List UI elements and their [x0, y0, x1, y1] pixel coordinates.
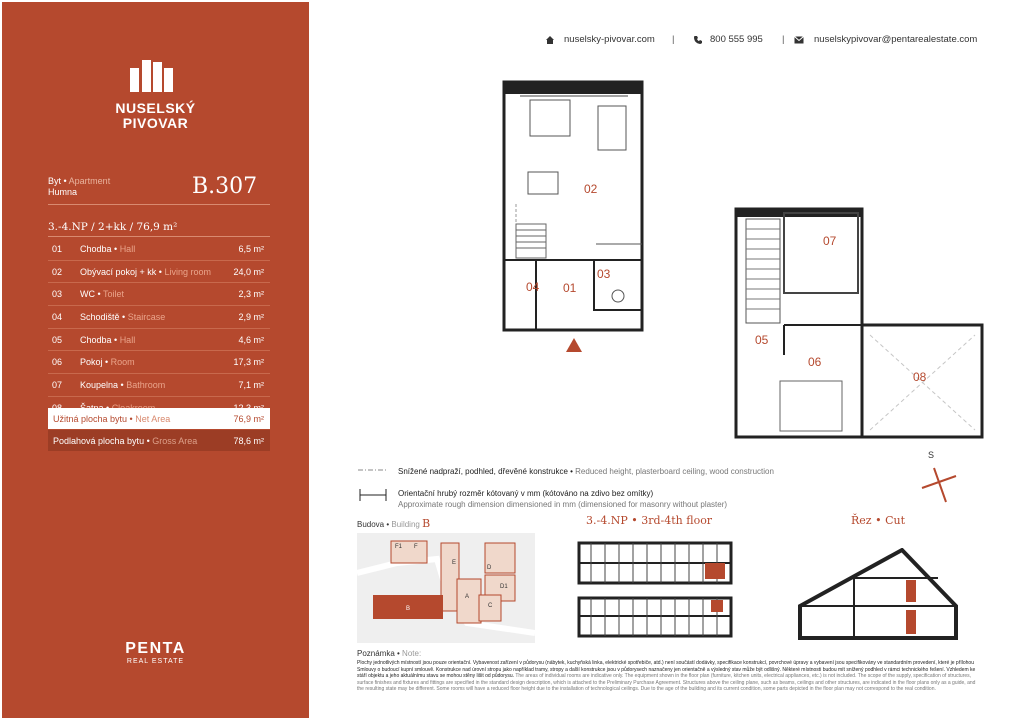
- room-area: 4,6 m²: [238, 334, 264, 345]
- room-name-en: Toilet: [103, 289, 125, 300]
- room-row: 04 Schodiště • Staircase 2,9 m²: [48, 306, 270, 329]
- site-map: [357, 533, 535, 643]
- dimension-symbol-icon: [358, 488, 388, 502]
- penta-logo-sub: REAL ESTATE: [126, 658, 185, 665]
- site-label-E: E: [452, 560, 457, 566]
- site-label-F1: F1: [395, 544, 403, 550]
- legend-reduced-height: Snížené nadpraží, podhled, dřevěné konstrukce • Reduced height, plasterboard ceiling, wood construction: [398, 467, 774, 476]
- room-area: 2,3 m²: [238, 289, 264, 300]
- room-name-en: Hall: [119, 243, 136, 254]
- compass-icon: [918, 464, 960, 504]
- legend-dim-en: Approximate rough dimension dimensioned in mm (dimensioned for masonry without plaster): [398, 500, 728, 509]
- room-name: Obývací pokoj + kk: [80, 266, 157, 277]
- floor-key-plan-upper: [577, 539, 733, 587]
- room-name: Schodiště: [80, 311, 120, 322]
- section-cut-drawing: [798, 548, 958, 640]
- room-label-02: 02: [584, 182, 598, 196]
- room-label-07: 07: [823, 234, 837, 248]
- net-area-label: Užitná plocha bytu: [53, 413, 128, 424]
- home-icon: [545, 35, 555, 45]
- note-text-en: The areas of individual rooms are indicative only. The equipment shown in the floor plan (furniture, kitchen units, electrical appliances, etc.) is not included. The scope of the supply, specification of structures, surface finishes and fixtures and fittings are specified in the standard design description, which is attached to the Preliminary Purchase Agreement. Structures above the ceiling plane, such as beams, ceilings and other structures, are indicated in the floor plans only as a guide, and the resulting state may be different. Some rooms will have a reduced floor height due to the installation of technological ceilings. Due to the age of the building and its current condition, some parts depicted in the floor plan may not correspond to the real condition.: [357, 673, 976, 692]
- net-area-row: Užitná plocha bytu • Net Area 76,9 m²: [48, 408, 270, 429]
- separator: |: [782, 34, 785, 45]
- room-label-08: 08: [913, 370, 927, 384]
- gross-area-value: 78,6 m²: [233, 435, 264, 446]
- unit-code: B.307: [192, 174, 258, 199]
- room-list: [48, 238, 270, 420]
- room-name: Chodba: [80, 334, 112, 345]
- room-name-en: Bathroom: [126, 379, 166, 390]
- reduced-height-symbol-icon: [358, 467, 388, 473]
- email-link[interactable]: nuselskypivovar@pentarealestate.com: [814, 34, 978, 45]
- site-label-F: F: [414, 544, 418, 550]
- gross-area-label-en: Gross Area: [152, 435, 198, 446]
- divider: [48, 204, 270, 205]
- room-name: WC: [80, 289, 95, 300]
- room-label-05: 05: [755, 333, 769, 347]
- unit-summary: 3.-4.NP / 2+kk / 76,9 m²: [48, 221, 178, 233]
- building-en: Building: [391, 520, 420, 529]
- floor-plan-lower: [500, 80, 650, 360]
- room-row: 05 Chodba • Hall 4,6 m²: [48, 329, 270, 352]
- room-name: Koupelna: [80, 379, 119, 390]
- site-label-A: A: [465, 594, 470, 600]
- room-label-04: 04: [526, 280, 540, 294]
- unit-label: Byt • Apartment Humna: [48, 176, 111, 197]
- building-cz: Budova: [357, 520, 385, 529]
- note-title-en: Note:: [402, 649, 422, 658]
- gross-area-label: Podlahová plocha bytu: [53, 435, 145, 446]
- phone-link[interactable]: 800 555 995: [710, 34, 763, 45]
- phone-icon: [693, 35, 703, 45]
- site-label-D: D: [487, 565, 492, 571]
- room-area: 6,5 m²: [238, 243, 264, 254]
- sidebar: [2, 2, 309, 718]
- building-title: Budova • Building B: [357, 517, 431, 530]
- note-text-cz: Plochy jednotlivých místností jsou pouze orientační. Vybavenost zařízení v půdorysu (nábytek, kuchyňská linka, elektrické spotřebiče, atd.) není součástí dodávky, specifikace konstrukcí, povrchové úpravy a vybavení jsou specifikovány ve standardním provedení, které je přílohou Smlouvy o budoucí kupní smlouvě. Konstrukce nad úrovní stropu jako například tramy, stropy a další konstrukce jsou v půdorysech naznačeny jen orientačně a výsledný stav může být odlišný. Některé místnosti budou mít snížený podhled v rámci technického řešení. Vzhledem ke stáří objektu a jeho aktuálnímu stavu se mohou stěny lišit od půdorysu.: [357, 660, 976, 679]
- divider: [48, 236, 270, 237]
- legend-dim-cz: Orientační hrubý rozměr kótovaný v mm (kótováno na zdivo bez omítky): [398, 489, 654, 498]
- room-area: 2,9 m²: [238, 311, 264, 322]
- room-label-01: 01: [563, 281, 577, 295]
- room-number: 03: [52, 289, 63, 300]
- site-label-B: B: [406, 606, 411, 612]
- legend-reduced-cz: Snížené nadpraží, podhled, dřevěné konstrukce: [398, 467, 568, 476]
- room-name: Pokoj: [80, 357, 103, 368]
- note-text: [357, 660, 982, 693]
- room-label-06: 06: [808, 355, 822, 369]
- note-title: Poznámka • Note:: [357, 649, 422, 658]
- net-area-value: 76,9 m²: [233, 413, 264, 424]
- room-number: 04: [52, 311, 63, 322]
- room-number: 01: [52, 243, 63, 254]
- unit-type: Byt: [48, 176, 62, 186]
- unit-type-en: Apartment: [68, 176, 111, 186]
- website-link[interactable]: nuselsky-pivovar.com: [564, 34, 655, 45]
- room-area: 24,0 m²: [233, 266, 264, 277]
- room-name-en: Living room: [164, 266, 211, 277]
- room-row: 06 Pokoj • Room 17,3 m²: [48, 351, 270, 374]
- floor-key-plan-lower: [577, 596, 733, 638]
- room-area: 7,1 m²: [238, 379, 264, 390]
- site-label-C: C: [488, 603, 493, 609]
- room-row: 07 Koupelna • Bathroom 7,1 m²: [48, 374, 270, 397]
- separator: |: [672, 34, 675, 45]
- brand-line-2: PIVOVAR: [122, 115, 189, 131]
- room-name-en: Room: [110, 357, 135, 368]
- compass-label: S: [928, 450, 935, 460]
- room-label-03: 03: [597, 267, 611, 281]
- room-name-en: Hall: [119, 334, 136, 345]
- cut-title: Řez • Cut: [851, 514, 905, 527]
- floor-plan-upper: [730, 205, 990, 445]
- room-number: 07: [52, 379, 63, 390]
- room-area: 17,3 m²: [233, 357, 264, 368]
- note-title-cz: Poznámka: [357, 649, 395, 658]
- room-number: 02: [52, 266, 63, 277]
- floor-title: 3.-4.NP • 3rd-4th floor: [586, 514, 713, 527]
- contacts-bar: [540, 34, 990, 48]
- net-area-label-en: Net Area: [135, 413, 171, 424]
- email-icon: [794, 36, 804, 44]
- room-number: 06: [52, 357, 63, 368]
- gross-area-row: Podlahová plocha bytu • Gross Area 78,6 m²: [48, 430, 270, 451]
- brewery-logo-icon: [128, 58, 174, 94]
- room-row: 03 WC • Toilet 2,3 m²: [48, 283, 270, 306]
- site-label-D1: D1: [500, 584, 508, 590]
- room-row: 02 Obývací pokoj + kk • Living room 24,0 m²: [48, 261, 270, 284]
- building-letter: B: [422, 517, 431, 530]
- legend-reduced-en: Reduced height, plasterboard ceiling, wood construction: [575, 467, 774, 476]
- room-number: 05: [52, 334, 63, 345]
- room-row: 01 Chodba • Hall 6,5 m²: [48, 238, 270, 261]
- unit-name: Humna: [48, 187, 78, 197]
- room-name: Chodba: [80, 243, 112, 254]
- brand-line-1: NUSELSKÝ: [115, 100, 196, 116]
- penta-logo: PENTA: [125, 640, 186, 657]
- room-name-en: Staircase: [127, 311, 166, 322]
